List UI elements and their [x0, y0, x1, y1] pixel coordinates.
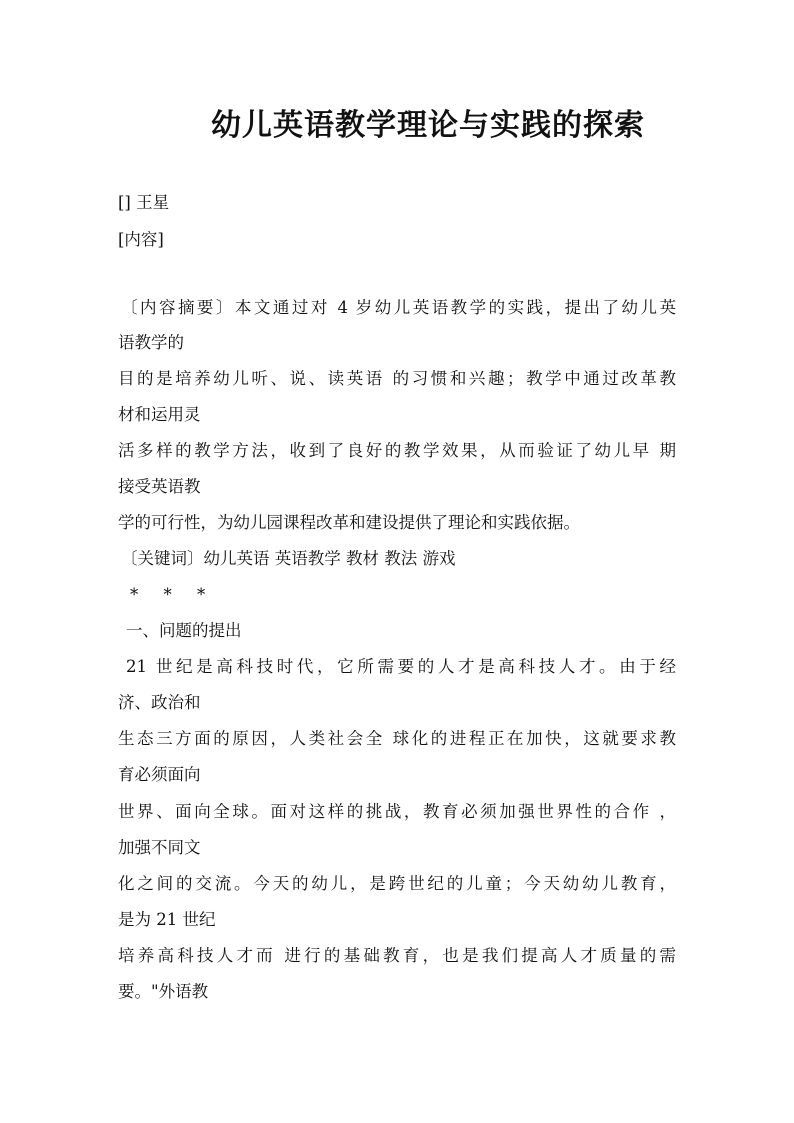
body-line: 是为 21 世纪 [118, 910, 216, 929]
body-line: 要。"外语教 [118, 982, 209, 1001]
body-line: 21 世纪是高科技时代，它所需要的人才是高科技人才。由于经 [126, 657, 676, 676]
body-line: 培养高科技人才而 进行的基础教育，也是我们提高人才质量的需 [118, 946, 676, 965]
content-label: [内容] [118, 230, 164, 249]
body-line: 育必须面向 [118, 765, 201, 784]
abstract-line: 目的是培养幼儿听、说、读英语 的习惯和兴趣；教学中通过改革教 [118, 369, 676, 388]
abstract-line: 语教学的 [118, 333, 184, 352]
abstract-line: 学的可行性，为幼儿园课程改革和建设提供了理论和实践依据。 [118, 513, 580, 532]
abstract-line: 材和运用灵 [118, 405, 201, 424]
body-line: 加强不同文 [118, 838, 201, 857]
author-byline: [] 王星 [118, 193, 170, 212]
abstract-line: 〔内容摘要〕本文通过对 4 岁幼儿英语教学的实践，提出了幼儿英 [121, 298, 676, 317]
section-separator: * * * [130, 585, 216, 604]
body-line: 化之间的交流。今天的幼儿，是跨世纪的儿童；今天幼幼儿教育， [118, 874, 676, 893]
document-title: 幼儿英语教学理论与实践的探索 [211, 108, 645, 143]
keywords-line: 〔关键词〕幼儿英语 英语教学 教材 教法 游戏 [121, 549, 456, 568]
body-line: 生态三方面的原因，人类社会全 球化的进程正在加快，这就要求教 [118, 729, 676, 748]
section-heading: 一、问题的提出 [126, 621, 242, 640]
abstract-line: 接受英语教 [118, 477, 201, 496]
body-line: 济、政治和 [118, 693, 201, 712]
abstract-line: 活多样的教学方法，收到了良好的教学效果，从而验证了幼儿早 期 [118, 441, 676, 460]
body-line: 世界、面向全球。面对这样的挑战，教育必须加强世界性的合作 ， [118, 802, 676, 821]
